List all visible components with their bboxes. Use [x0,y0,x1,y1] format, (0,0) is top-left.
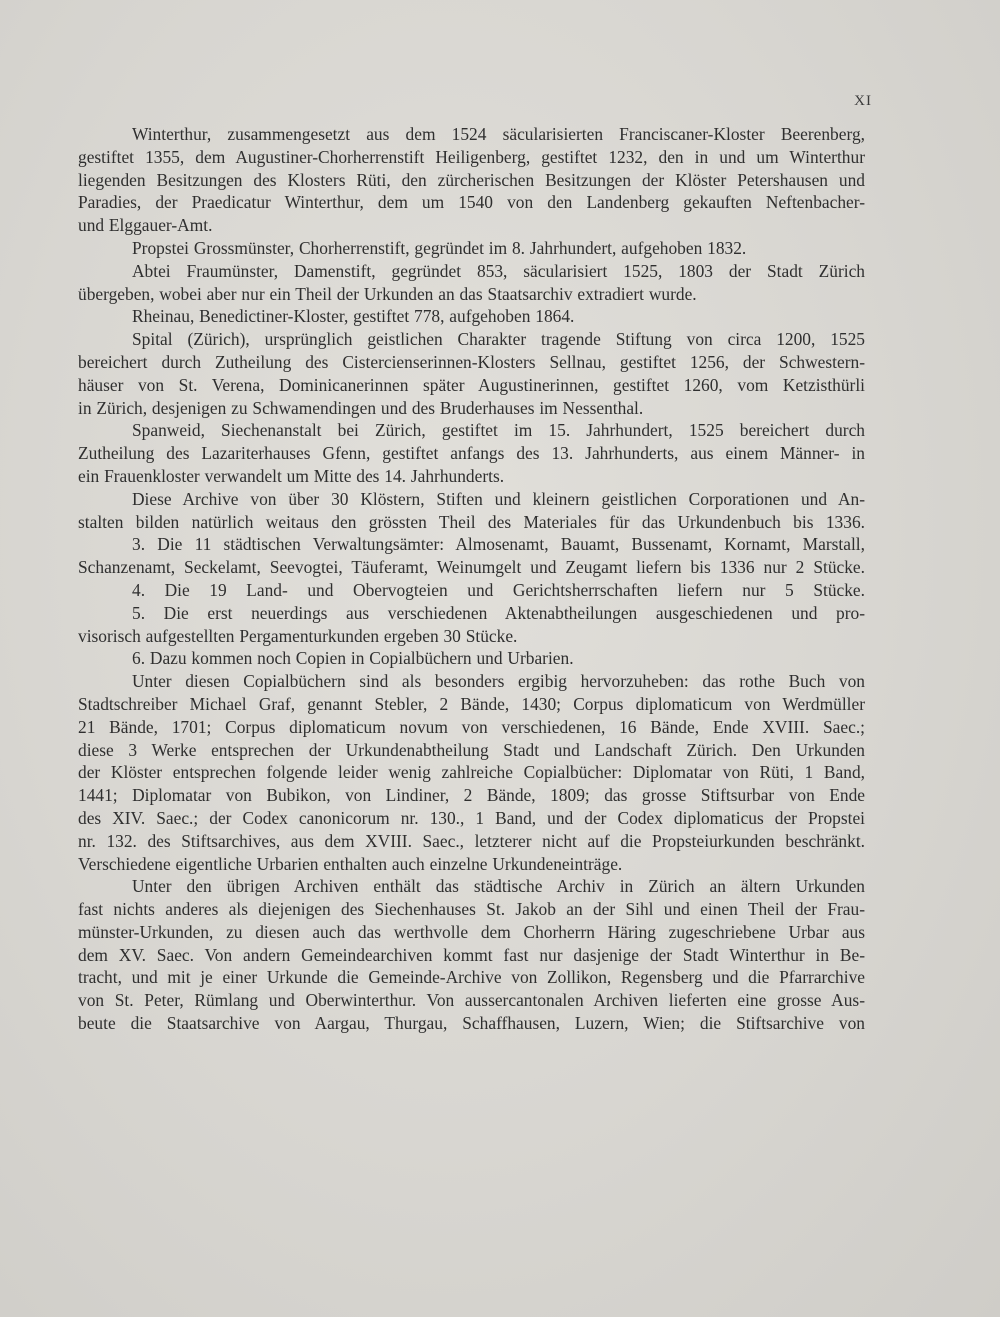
text-line: von St. Peter, Rümlang und Oberwinterthur. Von aussercantonalen Archiven lieferten eine grosse Aus- [78,990,865,1011]
text-line: 1441; Diplomatar von Bubikon, von Lindiner, 2 Bände, 1809; das grosse Stiftsurbar von Ende [78,785,865,806]
text-line: dem XV. Saec. Von andern Gemeindearchiven kommt fast nur dasjenige der Stadt Winterthur in Be- [78,944,865,965]
text-line: Schanzenamt, Seckelamt, Seevogtei, Täuferamt, Weinumgelt und Zeugamt liefern bis 1336 nur 2 Stücke. [78,557,865,578]
text-line: Zutheilung des Lazariterhauses Gfenn, gestiftet anfangs des 13. Jahrhunderts, aus einem Männer- in [78,443,865,464]
text-line: der Klöster entsprechen folgende leider wenig zahlreiche Copialbücher: Diplomatar von Rüti, 1 Band, [78,762,865,783]
text-line: Rheinau, Benedictiner-Kloster, gestiftet 778, aufgehoben 1864. [132,306,575,327]
text-line: Unter den übrigen Archiven enthält das städtische Archiv in Zürich an ältern Urkunden [132,876,865,897]
text-line: liegenden Besitzungen des Klosters Rüti, den zürcherischen Besitzungen der Klöster Petershausen und [78,169,865,190]
text-line: Verschiedene eigentliche Urbarien enthalten auch einzelne Urkundeneinträge. [78,853,623,874]
text-line: tracht, und mit je einer Urkunde die Gemeinde-Archive von Zollikon, Regensberg und die Pfarrarchive [78,967,865,988]
text-line: häuser von St. Verena, Dominicanerinnen später Augustinerinnen, gestiftet 1260, vom Ketzisthürli [78,374,865,395]
text-line: Abtei Fraumünster, Damenstift, gegründet 853, säcularisiert 1525, 1803 der Stadt Zürich [132,260,865,281]
text-line: ein Frauenkloster verwandelt um Mitte des 14. Jahrhunderts. [78,465,505,486]
text-line: übergeben, wobei aber nur ein Theil der Urkunden an das Staatsarchiv extradiert wurde. [78,283,697,304]
text-line: beute die Staatsarchive von Aargau, Thurgau, Schaffhausen, Luzern, Wien; die Stiftsarchive von [78,1013,865,1034]
text-line: 21 Bände, 1701; Corpus diplomaticum novum von verschiedenen, 16 Bände, Ende XVIII. Saec.; [78,716,865,737]
text-line: visorisch aufgestellten Pergamenturkunden ergeben 30 Stücke. [78,625,518,646]
text-line: bereichert durch Zutheilung des Cistercienserinnen-Klosters Sellnau, gestiftet 1256, der Schwestern- [78,351,865,372]
text-line: fast nichts anderes als diejenigen des Siechenhauses St. Jakob an der Sihl und einen Theil der Frau- [78,899,865,920]
text-line: 5. Die erst neuerdings aus verschiedenen Aktenabtheilungen ausgeschiedenen und pro- [132,602,865,623]
text-line: münster-Urkunden, zu diesen auch das werthvolle dem Chorherrn Häring zugeschriebene Urbar aus [78,921,865,942]
text-line: nr. 132. des Stiftsarchives, aus dem XVIII. Saec., letzterer nicht auf die Propsteiurkunden beschränkt. [78,830,865,851]
text-line: Diese Archive von über 30 Klöstern, Stiften und kleinern geistlichen Corporationen und An- [132,488,865,509]
text-line: in Zürich, desjenigen zu Schwamendingen und des Bruderhauses im Nessenthal. [78,397,644,418]
body-text [78,123,865,1035]
text-line: des XIV. Saec.; der Codex canonicorum nr. 130., 1 Band, und der Codex diplomaticus der Propstei [78,807,865,828]
text-line: 3. Die 11 städtischen Verwaltungsämter: Almosenamt, Bauamt, Bussenamt, Kornamt, Marstall, [132,534,865,555]
text-line: Winterthur, zusammengesetzt aus dem 1524 säcularisierten Franciscaner-Kloster Beerenberg, [132,124,865,144]
text-line: Unter diesen Copialbüchern sind als besonders ergibig hervorzuheben: das rothe Buch von [132,671,865,692]
page-number: XI [854,93,872,109]
text-line: stalten bilden natürlich weitaus den grössten Theil des Materiales für das Urkundenbuch bis 1336. [78,511,865,532]
text-line: gestiftet 1355, dem Augustiner-Chorherrenstift Heiligenberg, gestiftet 1232, den in und um Winterthur [78,146,865,167]
text-line: Paradies, der Praedicatur Winterthur, dem um 1540 von den Landenberg gekauften Neftenbacher- [78,192,865,213]
text-line: 6. Dazu kommen noch Copien in Copialbüchern und Urbarien. [132,648,574,669]
text-line: Spital (Zürich), ursprünglich geistlichen Charakter tragende Stiftung von circa 1200, 1525 [132,329,865,350]
text-line: und Elggauer-Amt. [78,215,213,236]
text-line: diese 3 Werke entsprechen der Urkundenabtheilung Stadt und Landschaft Zürich. Den Urkunden [78,739,865,760]
text-line: Spanweid, Siechenanstalt bei Zürich, gestiftet im 15. Jahrhundert, 1525 bereichert durch [132,420,865,441]
text-line: Propstei Grossmünster, Chorherrenstift, gegründet im 8. Jahrhundert, aufgehoben 1832. [132,237,747,258]
text-line: Stadtschreiber Michael Graf, genannt Stebler, 2 Bände, 1430; Corpus diplomaticum von Werdmüller [78,693,865,714]
text-line: 4. Die 19 Land- und Obervogteien und Gerichtsherrschaften liefern nur 5 Stücke. [132,579,865,600]
